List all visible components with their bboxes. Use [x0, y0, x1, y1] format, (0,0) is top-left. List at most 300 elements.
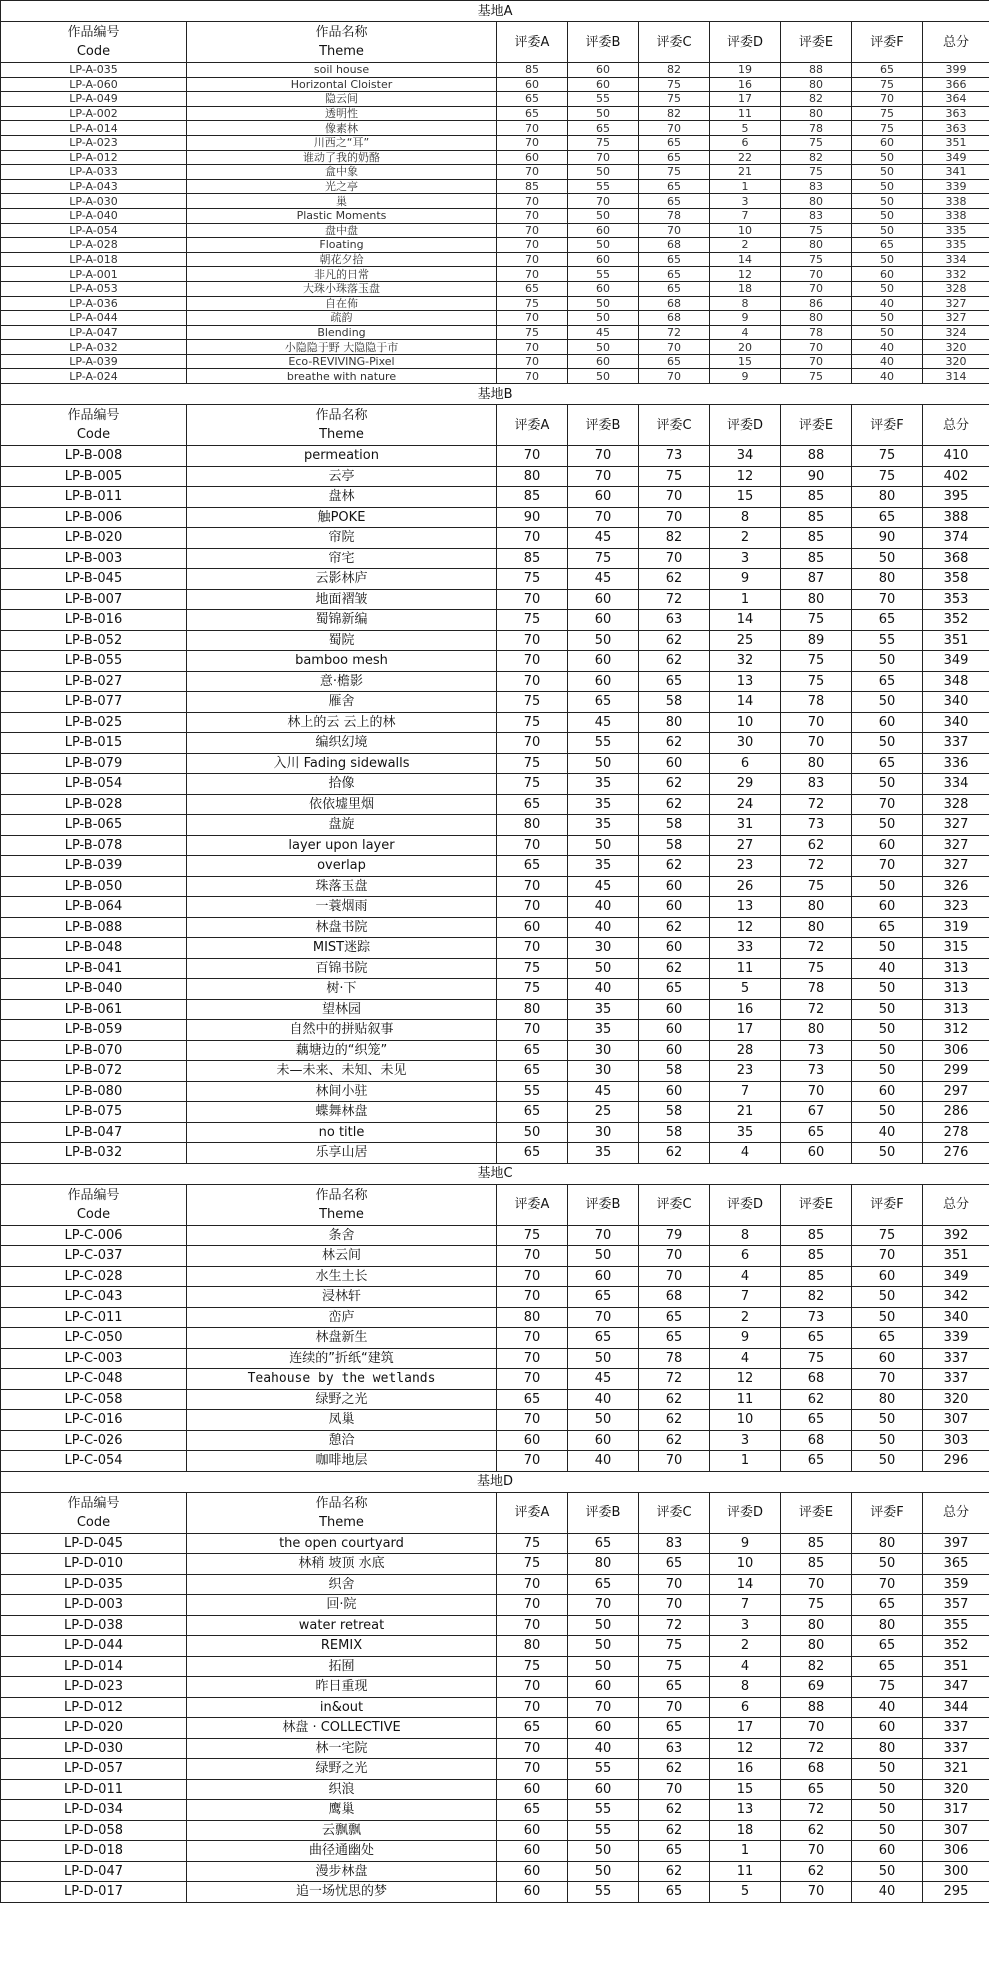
score-cell: 72 — [639, 1369, 710, 1390]
score-cell: 15 — [710, 354, 781, 369]
score-cell: 68 — [781, 1430, 852, 1451]
theme-cell: 云亭 — [187, 466, 497, 487]
score-cell: 40 — [852, 1122, 923, 1143]
score-cell: 45 — [568, 569, 639, 590]
table-row — [1, 815, 989, 836]
table-row — [1, 466, 989, 487]
table-row — [1, 1820, 989, 1841]
score-cell: 62 — [639, 733, 710, 754]
score-cell: 6 — [710, 1697, 781, 1718]
score-cell: 65 — [568, 1574, 639, 1595]
total-cell: 315 — [923, 938, 989, 959]
total-cell: 368 — [923, 548, 989, 569]
code-cell: LP-A-032 — [1, 340, 187, 355]
score-cell: 60 — [497, 150, 568, 165]
theme-cell: 百锦书院 — [187, 958, 497, 979]
table-row — [1, 1718, 989, 1739]
total-column-header: 总分 — [923, 1492, 989, 1533]
table-row — [1, 325, 989, 340]
score-cell: 9 — [710, 1328, 781, 1349]
code-cell: LP-A-036 — [1, 296, 187, 311]
total-cell: 327 — [923, 311, 989, 326]
score-cell: 75 — [781, 165, 852, 180]
score-cell: 80 — [852, 1389, 923, 1410]
theme-cell: 绿野之光 — [187, 1389, 497, 1410]
score-cell: 12 — [710, 267, 781, 282]
code-cell: LP-B-055 — [1, 651, 187, 672]
score-cell: 70 — [639, 548, 710, 569]
score-cell: 70 — [852, 589, 923, 610]
code-header-cn: 作品编号 — [67, 25, 120, 40]
score-cell: 3 — [710, 548, 781, 569]
score-cell: 14 — [710, 1574, 781, 1595]
score-cell: 70 — [639, 487, 710, 508]
total-cell: 299 — [923, 1061, 989, 1082]
code-cell: LP-B-072 — [1, 1061, 187, 1082]
score-cell: 16 — [710, 77, 781, 92]
score-cell: 50 — [568, 1861, 639, 1882]
score-cell: 62 — [639, 856, 710, 877]
score-cell: 50 — [852, 1102, 923, 1123]
score-cell: 80 — [781, 753, 852, 774]
score-cell: 16 — [710, 1759, 781, 1780]
score-cell: 85 — [781, 1554, 852, 1575]
score-cell: 8 — [710, 1225, 781, 1246]
score-cell: 4 — [710, 1143, 781, 1164]
score-cell: 65 — [568, 692, 639, 713]
score-cell: 50 — [852, 1861, 923, 1882]
table-row — [1, 630, 989, 651]
total-cell: 337 — [923, 1738, 989, 1759]
score-cell: 26 — [710, 876, 781, 897]
total-cell: 340 — [923, 712, 989, 733]
score-cell: 50 — [568, 165, 639, 180]
score-cell: 80 — [781, 1020, 852, 1041]
score-cell: 35 — [568, 815, 639, 836]
theme-cell: 谁动了我的奶酪 — [187, 150, 497, 165]
code-cell: LP-A-039 — [1, 354, 187, 369]
score-cell: 58 — [639, 1102, 710, 1123]
score-cell: 62 — [781, 1861, 852, 1882]
theme-cell: 条舍 — [187, 1225, 497, 1246]
total-cell: 351 — [923, 630, 989, 651]
code-cell: LP-B-075 — [1, 1102, 187, 1123]
score-cell: 23 — [710, 1061, 781, 1082]
score-cell: 62 — [639, 1861, 710, 1882]
table-row — [1, 774, 989, 795]
score-cell: 70 — [497, 671, 568, 692]
score-cell: 55 — [568, 733, 639, 754]
score-cell: 65 — [852, 507, 923, 528]
score-cell: 80 — [852, 1533, 923, 1554]
score-cell: 12 — [710, 917, 781, 938]
total-cell: 336 — [923, 753, 989, 774]
theme-cell: 藕塘边的“织笼” — [187, 1040, 497, 1061]
score-cell: 13 — [710, 1800, 781, 1821]
score-cell: 50 — [852, 1410, 923, 1431]
score-cell: 50 — [568, 1656, 639, 1677]
score-cell: 80 — [781, 194, 852, 209]
score-cell: 70 — [568, 1307, 639, 1328]
score-cell: 40 — [852, 354, 923, 369]
score-cell: 50 — [568, 1410, 639, 1431]
table-row — [1, 1861, 989, 1882]
section-title: 基地D — [1, 1471, 989, 1492]
table-row — [1, 671, 989, 692]
table-row — [1, 1410, 989, 1431]
score-cell: 68 — [781, 1369, 852, 1390]
table-row — [1, 1615, 989, 1636]
score-cell: 86 — [781, 296, 852, 311]
score-cell: 65 — [639, 1882, 710, 1903]
theme-cell: 地面褶皱 — [187, 589, 497, 610]
score-cell: 65 — [639, 135, 710, 150]
score-cell: 24 — [710, 794, 781, 815]
total-cell: 286 — [923, 1102, 989, 1123]
theme-cell: 鹰巢 — [187, 1800, 497, 1821]
score-cell: 80 — [639, 712, 710, 733]
table-row — [1, 1759, 989, 1780]
table-row — [1, 223, 989, 238]
score-cell: 70 — [639, 121, 710, 136]
score-cell: 65 — [639, 281, 710, 296]
judge-column-header: 评委A — [497, 22, 568, 63]
score-cell: 65 — [639, 267, 710, 282]
score-cell: 72 — [639, 1615, 710, 1636]
total-cell: 402 — [923, 466, 989, 487]
code-cell: LP-B-052 — [1, 630, 187, 651]
score-cell: 40 — [568, 917, 639, 938]
score-cell: 2 — [710, 1636, 781, 1657]
score-cell: 60 — [497, 1861, 568, 1882]
score-cell: 60 — [497, 1841, 568, 1862]
code-cell: LP-B-008 — [1, 446, 187, 467]
total-cell: 306 — [923, 1841, 989, 1862]
theme-cell: 追一场忧思的梦 — [187, 1882, 497, 1903]
score-cell: 60 — [639, 876, 710, 897]
code-cell: LP-A-023 — [1, 135, 187, 150]
score-cell: 13 — [710, 671, 781, 692]
theme-cell: 一蓑烟雨 — [187, 897, 497, 918]
score-cell: 85 — [781, 528, 852, 549]
score-cell: 80 — [852, 1738, 923, 1759]
total-cell: 317 — [923, 1800, 989, 1821]
code-cell: LP-C-026 — [1, 1430, 187, 1451]
score-cell: 60 — [639, 1020, 710, 1041]
score-cell: 65 — [497, 1389, 568, 1410]
score-cell: 82 — [639, 106, 710, 121]
score-cell: 80 — [497, 815, 568, 836]
total-cell: 320 — [923, 1389, 989, 1410]
theme-cell: layer upon layer — [187, 835, 497, 856]
theme-cell: 林间小驻 — [187, 1081, 497, 1102]
score-cell: 23 — [710, 856, 781, 877]
score-cell: 30 — [568, 1122, 639, 1143]
score-cell: 62 — [639, 917, 710, 938]
score-cell: 70 — [497, 267, 568, 282]
score-cell: 88 — [781, 1697, 852, 1718]
table-row — [1, 150, 989, 165]
score-cell: 60 — [852, 712, 923, 733]
code-cell: LP-C-054 — [1, 1451, 187, 1472]
score-cell: 60 — [852, 1348, 923, 1369]
table-row — [1, 1287, 989, 1308]
score-cell: 85 — [781, 1266, 852, 1287]
score-cell: 89 — [781, 630, 852, 651]
code-cell: LP-D-045 — [1, 1533, 187, 1554]
total-cell: 327 — [923, 296, 989, 311]
score-cell: 65 — [852, 238, 923, 253]
code-cell: LP-A-028 — [1, 238, 187, 253]
score-cell: 18 — [710, 1820, 781, 1841]
score-cell: 62 — [639, 1759, 710, 1780]
section-title: 基地C — [1, 1163, 989, 1184]
score-cell: 50 — [852, 1554, 923, 1575]
theme-cell: 林云间 — [187, 1246, 497, 1267]
score-cell: 70 — [568, 466, 639, 487]
theme-header-en: Theme — [319, 44, 364, 59]
score-cell: 82 — [781, 92, 852, 107]
code-cell: LP-B-025 — [1, 712, 187, 733]
theme-cell: breathe with nature — [187, 369, 497, 384]
theme-cell: 触POKE — [187, 507, 497, 528]
score-cell: 70 — [497, 340, 568, 355]
table-row — [1, 1225, 989, 1246]
score-cell: 55 — [568, 1800, 639, 1821]
score-cell: 70 — [852, 856, 923, 877]
score-cell: 60 — [852, 1718, 923, 1739]
score-cell: 34 — [710, 446, 781, 467]
total-cell: 328 — [923, 281, 989, 296]
score-cell: 72 — [639, 589, 710, 610]
score-cell: 10 — [710, 1410, 781, 1431]
score-cell: 90 — [781, 466, 852, 487]
code-cell: LP-B-080 — [1, 1081, 187, 1102]
score-cell: 75 — [639, 77, 710, 92]
score-cell: 50 — [852, 1430, 923, 1451]
score-cell: 62 — [639, 794, 710, 815]
score-cell: 50 — [852, 150, 923, 165]
score-cell: 80 — [497, 1636, 568, 1657]
score-cell: 70 — [497, 876, 568, 897]
score-cell: 30 — [568, 1040, 639, 1061]
score-cell: 70 — [781, 281, 852, 296]
code-cell: LP-D-018 — [1, 1841, 187, 1862]
theme-cell: 蜀锦新编 — [187, 610, 497, 631]
score-cell: 55 — [568, 267, 639, 282]
code-cell: LP-B-078 — [1, 835, 187, 856]
score-cell: 70 — [781, 1081, 852, 1102]
score-cell: 17 — [710, 1718, 781, 1739]
score-cell: 60 — [639, 999, 710, 1020]
score-cell: 60 — [568, 252, 639, 267]
theme-cell: 林盘 · COLLECTIVE — [187, 1718, 497, 1739]
score-cell: 65 — [497, 1143, 568, 1164]
score-cell: 62 — [639, 651, 710, 672]
score-cell: 82 — [781, 1656, 852, 1677]
table-row — [1, 569, 989, 590]
score-cell: 20 — [710, 340, 781, 355]
score-cell: 22 — [710, 150, 781, 165]
score-cell: 60 — [497, 917, 568, 938]
section-title: 基地B — [1, 384, 989, 405]
score-cell: 65 — [639, 1307, 710, 1328]
score-cell: 70 — [497, 1759, 568, 1780]
score-cell: 65 — [568, 121, 639, 136]
score-cell: 65 — [852, 610, 923, 631]
code-cell: LP-C-043 — [1, 1287, 187, 1308]
score-cell: 50 — [852, 876, 923, 897]
score-cell: 60 — [568, 63, 639, 78]
score-cell: 40 — [568, 1738, 639, 1759]
score-cell: 65 — [781, 1410, 852, 1431]
code-header-en: Code — [76, 1514, 111, 1530]
code-cell: LP-C-058 — [1, 1389, 187, 1410]
table-row — [1, 958, 989, 979]
score-cell: 70 — [639, 507, 710, 528]
score-cell: 70 — [852, 1369, 923, 1390]
total-cell: 358 — [923, 569, 989, 590]
score-cell: 63 — [639, 610, 710, 631]
theme-cell: 拓囿 — [187, 1656, 497, 1677]
score-cell: 4 — [710, 1656, 781, 1677]
score-cell: 75 — [781, 671, 852, 692]
theme-header-cn: 作品名称 — [315, 408, 368, 424]
code-cell: LP-B-027 — [1, 671, 187, 692]
score-cell: 65 — [852, 1328, 923, 1349]
score-cell: 30 — [568, 938, 639, 959]
score-cell: 80 — [781, 589, 852, 610]
score-cell: 60 — [639, 938, 710, 959]
score-cell: 40 — [852, 296, 923, 311]
score-cell: 50 — [852, 815, 923, 836]
score-cell: 70 — [497, 1697, 568, 1718]
total-cell: 349 — [923, 150, 989, 165]
theme-cell: bamboo mesh — [187, 651, 497, 672]
score-cell: 62 — [639, 1143, 710, 1164]
section-title: 基地A — [1, 1, 989, 22]
score-cell: 65 — [852, 917, 923, 938]
score-cell: 7 — [710, 1595, 781, 1616]
score-cell: 50 — [852, 179, 923, 194]
code-cell: LP-D-010 — [1, 1554, 187, 1575]
score-cell: 60 — [852, 1841, 923, 1862]
code-cell: LP-B-032 — [1, 1143, 187, 1164]
section-title-row — [1, 1, 989, 22]
total-cell: 363 — [923, 121, 989, 136]
total-cell: 344 — [923, 1697, 989, 1718]
total-cell: 313 — [923, 979, 989, 1000]
score-cell: 10 — [710, 712, 781, 733]
table-row — [1, 446, 989, 467]
theme-cell: Eco-REVIVING-Pixel — [187, 354, 497, 369]
theme-cell: 憩洽 — [187, 1430, 497, 1451]
score-cell: 1 — [710, 1841, 781, 1862]
score-cell: 65 — [781, 1328, 852, 1349]
score-cell: 40 — [568, 897, 639, 918]
score-cell: 72 — [781, 938, 852, 959]
score-cell: 18 — [710, 281, 781, 296]
code-cell: LP-A-002 — [1, 106, 187, 121]
score-cell: 82 — [781, 1287, 852, 1308]
code-cell: LP-D-044 — [1, 1636, 187, 1657]
code-cell: LP-A-053 — [1, 281, 187, 296]
total-cell: 355 — [923, 1615, 989, 1636]
score-cell: 70 — [781, 340, 852, 355]
total-cell: 337 — [923, 1348, 989, 1369]
score-cell: 65 — [497, 1102, 568, 1123]
score-cell: 50 — [852, 999, 923, 1020]
score-cell: 70 — [497, 252, 568, 267]
score-cell: 73 — [639, 446, 710, 467]
score-cell: 85 — [781, 548, 852, 569]
score-cell: 60 — [639, 1040, 710, 1061]
theme-cell: 朝花夕拾 — [187, 252, 497, 267]
score-cell: 50 — [852, 281, 923, 296]
theme-cell: no title — [187, 1122, 497, 1143]
score-cell: 80 — [781, 897, 852, 918]
code-cell: LP-A-018 — [1, 252, 187, 267]
score-cell: 50 — [568, 753, 639, 774]
score-cell: 75 — [781, 223, 852, 238]
score-cell: 4 — [710, 1266, 781, 1287]
score-cell: 85 — [497, 548, 568, 569]
score-cell: 27 — [710, 835, 781, 856]
score-cell: 35 — [568, 1020, 639, 1041]
theme-cell: 小隐隐于野 大隐隐于市 — [187, 340, 497, 355]
score-cell: 45 — [568, 325, 639, 340]
score-cell: 28 — [710, 1040, 781, 1061]
score-cell: 65 — [497, 281, 568, 296]
code-cell: LP-A-024 — [1, 369, 187, 384]
score-cell: 65 — [852, 1656, 923, 1677]
score-cell: 80 — [781, 77, 852, 92]
score-cell: 83 — [781, 208, 852, 223]
total-cell: 363 — [923, 106, 989, 121]
judge-column-header: 评委A — [497, 405, 568, 446]
score-cell: 13 — [710, 897, 781, 918]
theme-cell: 意·檐影 — [187, 671, 497, 692]
score-cell: 12 — [710, 1369, 781, 1390]
code-cell: LP-D-014 — [1, 1656, 187, 1677]
table-row — [1, 1882, 989, 1903]
score-cell: 11 — [710, 1389, 781, 1410]
total-cell: 297 — [923, 1081, 989, 1102]
score-cell: 60 — [639, 753, 710, 774]
score-cell: 75 — [781, 135, 852, 150]
score-cell: 70 — [781, 1574, 852, 1595]
table-row — [1, 1574, 989, 1595]
score-cell: 62 — [639, 1800, 710, 1821]
judge-column-header: 评委B — [568, 22, 639, 63]
score-cell: 50 — [568, 106, 639, 121]
score-cell: 4 — [710, 1348, 781, 1369]
table-row — [1, 507, 989, 528]
code-column-header — [1, 405, 187, 446]
score-cell: 73 — [781, 815, 852, 836]
table-row — [1, 354, 989, 369]
score-cell: 15 — [710, 1779, 781, 1800]
score-cell: 50 — [568, 1615, 639, 1636]
table-row — [1, 1841, 989, 1862]
theme-cell: Horizontal Cloister — [187, 77, 497, 92]
score-cell: 40 — [852, 1697, 923, 1718]
score-cell: 70 — [781, 354, 852, 369]
score-cell: 50 — [852, 1287, 923, 1308]
score-cell: 50 — [852, 651, 923, 672]
score-cell: 14 — [710, 252, 781, 267]
score-cell: 68 — [639, 238, 710, 253]
